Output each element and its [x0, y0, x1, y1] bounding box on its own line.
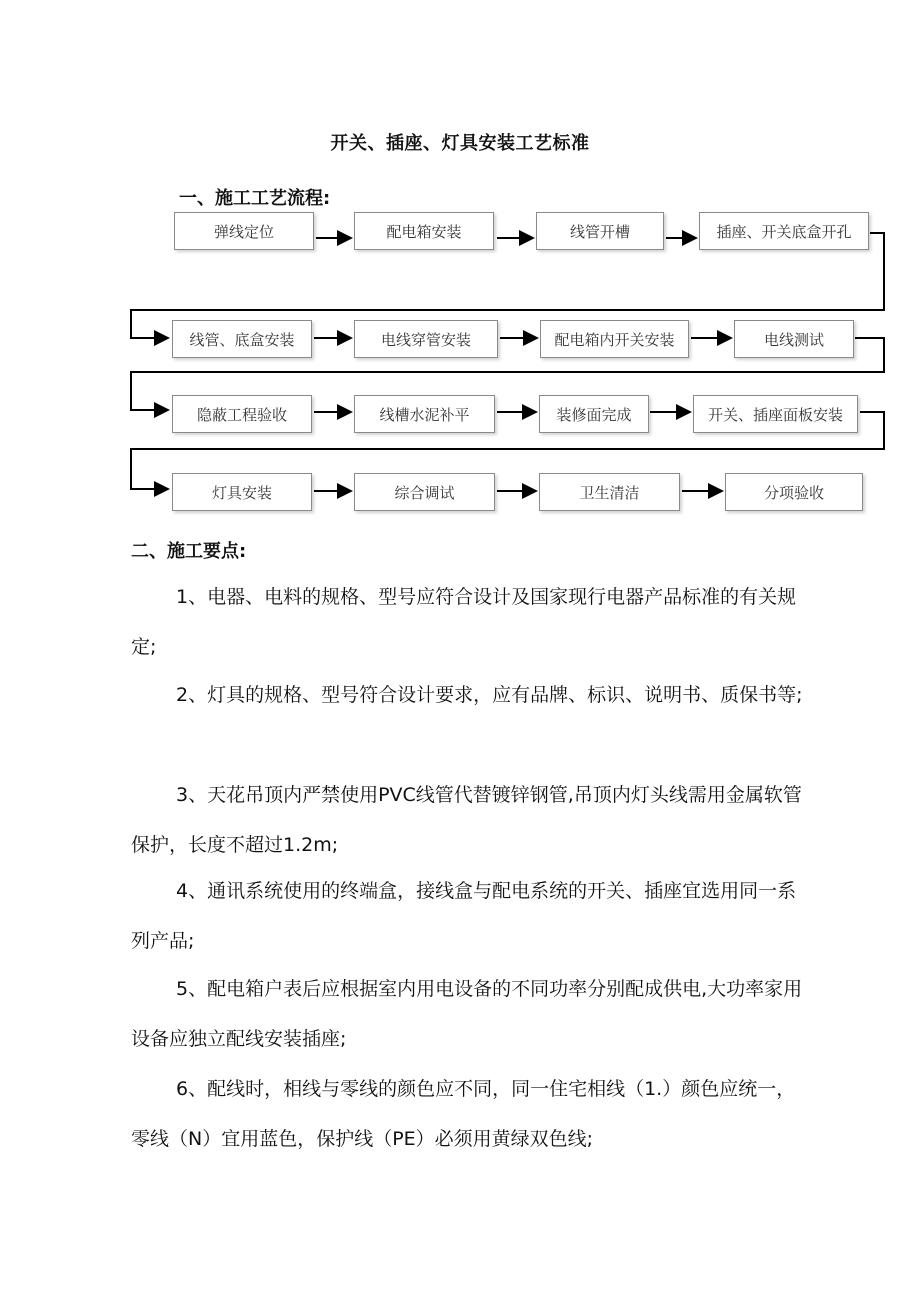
point-paragraph: 4、通讯系统使用的终端盒，接线盒与配电系统的开关、插座宜选用同一系列产品;: [131, 880, 797, 952]
point-paragraph: 5、配电箱户表后应根据室内用电设备的不同功率分别配成供电,大功率家用设备应独立配线安装插座;: [131, 978, 803, 1050]
point-paragraph: 3、天花吊顶内严禁使用PVC线管代替镀锌钢管,吊顶内灯头线需用金属软管保护，长度不超过1.2m;: [131, 784, 802, 856]
flow-step: 电线测试: [734, 320, 854, 358]
section-heading-process: 一、施工工艺流程:: [179, 188, 331, 209]
flow-step: 弹线定位: [174, 212, 314, 250]
point-paragraph: 2、灯具的规格、型号符合设计要求，应有品牌、标识、说明书、质保书等;: [176, 684, 803, 706]
flow-step: 线管、底盒安装: [172, 320, 312, 358]
flow-step: 线槽水泥补平: [354, 395, 495, 433]
process-flowchart: [0, 0, 920, 530]
flow-step: 分项验收: [725, 473, 863, 511]
flow-step: 隐蔽工程验收: [172, 395, 312, 433]
flow-step: 综合调试: [354, 473, 495, 511]
point-paragraph: 1、电器、电料的规格、型号应符合设计及国家现行电器产品标准的有关规定;: [131, 586, 797, 658]
section-heading-key-points: 二、施工要点:: [131, 541, 247, 562]
flow-step: 配电箱内开关安装: [540, 320, 689, 358]
page-title: 开关、插座、灯具安装工艺标准: [330, 133, 590, 154]
point-paragraph: 6、配线时，相线与零线的颜色应不同，同一住宅相线（1.）颜色应统一，零线（N）宜用蓝色，保护线（PE）必须用黄绿双色线;: [131, 1078, 796, 1150]
flow-step: 开关、插座面板安装: [693, 395, 858, 433]
flow-step: 电线穿管安装: [354, 320, 498, 358]
flow-step: 装修面完成: [539, 395, 649, 433]
flow-step: 灯具安装: [172, 473, 312, 511]
flow-step: 线管开槽: [536, 212, 664, 250]
flow-step: 插座、开关底盒开孔: [699, 212, 869, 250]
flow-step: 配电箱安装: [354, 212, 494, 250]
flow-step: 卫生清洁: [539, 473, 680, 511]
